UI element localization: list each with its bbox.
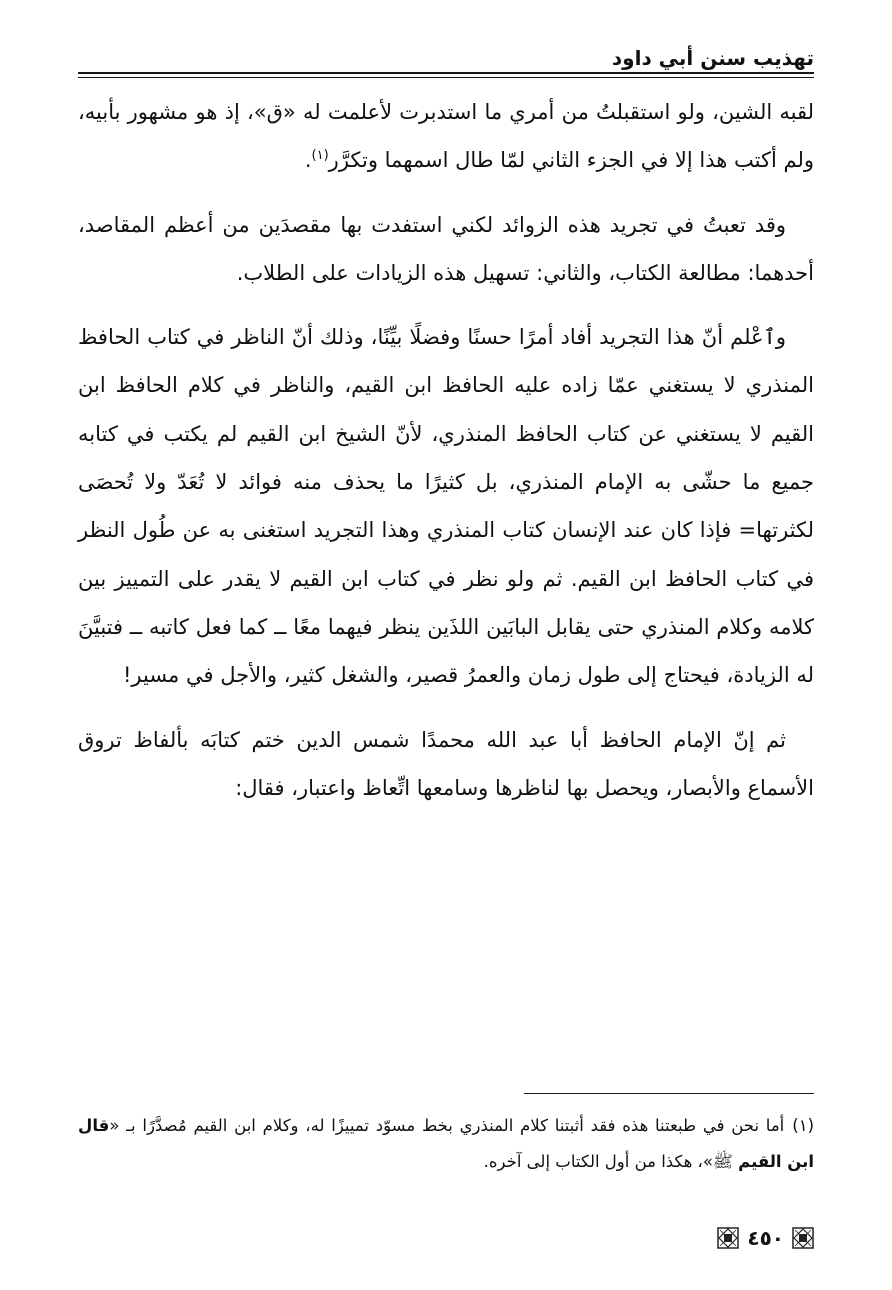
honorific-glyph: ﷺ	[712, 1152, 733, 1171]
ornament-right-icon	[792, 1227, 814, 1249]
paragraph-3: وٱعْلم أنّ هذا التجريد أفاد أمرًا حسنًا وفضلًا بيِّنًا، وذلك أنّ الناظر في كتاب الحافظ المنذري لا يستغني عمّا زاده عليه الحافظ ابن القيم، والناظر في كلام الحافظ ابن القيم لا يستغني عن كتاب الحافظ المنذري، لأنّ الشيخ ابن القيم لم يكتب في كتابه جميع ما حشّى به الإمام المنذري، بل كثيرًا ما يحذف منه فوائد لا تُعَدّ ولا تُحصَى لكثرتها= فإذا كان عند الإنسان كتاب المنذري وهذا التجريد استغنى به عن طُول النظر في كتاب الحافظ ابن القيم. ثم ولو نظر في كتاب ابن القيم لا يقدر على التمييز بين كلامه وكلام المنذري حتى يقابل البابَين اللذَين ينظر فيهما معًا ــ كما فعل كاتبه ــ فتبيَّنَ له الزيادة، فيحتاج إلى طول زمان والعمرُ قصير، والشغل كثير، والأجل في مسير!	[78, 325, 814, 688]
main-text	[78, 88, 814, 828]
paragraph-1-tail: .	[304, 148, 312, 173]
page-folio	[717, 1226, 814, 1250]
footnote-text-before: أما نحن في طبعتنا هذه فقد أثبتنا كلام المنذري بخط مسوّد تمييزًا له، وكلام ابن القيم مُصدَّرًا بـ «	[109, 1116, 785, 1135]
paragraph-1-text: لقبه الشين، ولو استقبلتُ من أمري ما استدبرت لأعلمت له «ق»، إذ هو مشهور بأبيه، ولم أكتب هذا إلا في الجزء الثاني لمّا طال اسمهما وتكرَّر	[78, 100, 814, 173]
ornament-left-icon	[717, 1227, 739, 1249]
page-number: ٤٥٠	[747, 1226, 784, 1250]
paragraph-4: ثم إنّ الإمام الحافظ أبا عبد الله محمدًا شمس الدين ختم كتابَه بألفاظ تروق الأسماع والأبصار، ويحصل بها لناظرها وسامعها اتِّعاظ واعتبار، فقال:	[78, 727, 814, 800]
paragraph-2: وقد تعبتُ في تجريد هذه الزوائد لكني استفدت بها مقصدَين من أعظم المقاصد، أحدهما: مطالعة الكتاب، والثاني: تسهيل هذه الزيادات على الطلاب.	[78, 212, 814, 285]
paragraph-1	[78, 88, 814, 185]
footnote-reference: (١)	[311, 148, 329, 164]
header-rule	[78, 72, 814, 74]
footnote	[78, 1108, 814, 1180]
footnote-bold-phrase: قال ابن القيم	[78, 1116, 814, 1171]
footnote-number: (١)	[792, 1116, 814, 1135]
header-rule-thin	[78, 77, 814, 78]
footnote-text-after: »، هكذا من أول الكتاب إلى آخره.	[483, 1152, 713, 1171]
running-head-title: تهذيب سنن أبي داود	[611, 46, 814, 70]
footnote-rule	[524, 1093, 814, 1094]
